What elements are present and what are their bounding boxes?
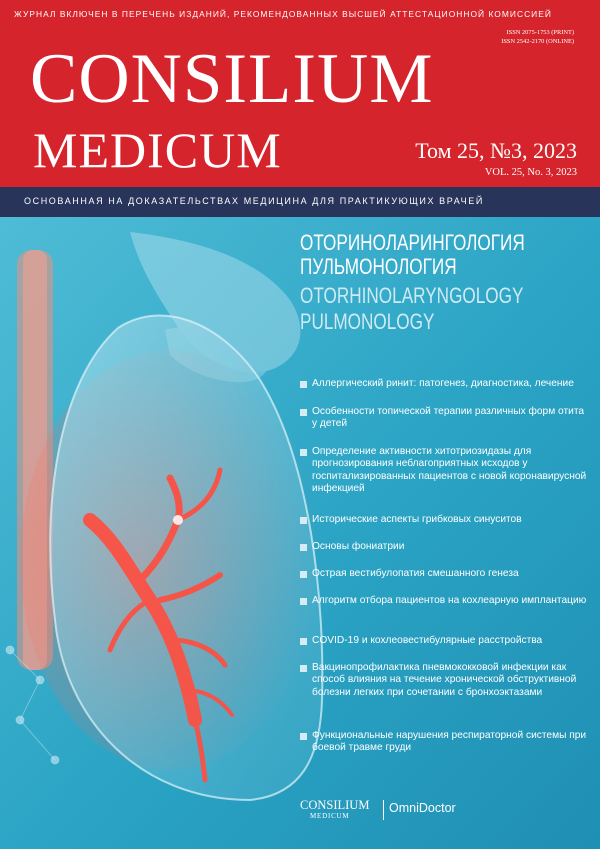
- issn-block: [501, 29, 574, 46]
- bullet-icon: [300, 571, 307, 578]
- publisher-consilium: CONSILIUM: [300, 798, 370, 812]
- toc-item: Основы фониатрии: [300, 541, 590, 553]
- specialty-en-2: PULMONOLOGY: [300, 309, 435, 334]
- bullet-icon: [300, 665, 307, 672]
- toc-item: Определение активности хитотриозидазы для прогнозирования неблагоприятных исходов у госпитализированных пациентов с новой коронавирусной инфекцией: [300, 446, 590, 495]
- journal-logo-consilium: CONSILIUM: [30, 40, 434, 118]
- bullet-icon: [300, 449, 307, 456]
- volume-en: VOL. 25, No. 3, 2023: [484, 167, 577, 178]
- specialty-ru-1: ОТОРИНОЛАРИНГОЛОГИЯ: [300, 230, 525, 255]
- journal-logo-medicum: MEDICUM: [33, 122, 282, 178]
- toc-item: Исторические аспекты грибковых синуситов: [300, 514, 590, 526]
- bullet-icon: [300, 733, 307, 740]
- issn-print: ISSN 2075-1753 (PRINT): [506, 29, 574, 36]
- tagline: ОСНОВАННАЯ НА ДОКАЗАТЕЛЬСТВАХ МЕДИЦИНА ДЛЯ ПРАКТИКУЮЩИХ ВРАЧЕЙ: [24, 196, 484, 206]
- toc-item: Функциональные нарушения респираторной системы при боевой травме груди: [300, 730, 590, 755]
- issn-online: ISSN 2542-2170 (ONLINE): [501, 37, 574, 45]
- publisher-medicum: MEDICUM: [310, 812, 350, 820]
- toc-item: Острая вестибулопатия смешанного генеза: [300, 568, 590, 580]
- publisher-divider: [383, 800, 384, 820]
- cover-header: [0, 0, 600, 187]
- toc-item: Аллергический ринит: патогенез, диагностика, лечение: [300, 378, 590, 390]
- accreditation-note: ЖУРНАЛ ВКЛЮЧЕН В ПЕРЕЧЕНЬ ИЗДАНИЙ, РЕКОМЕНДОВАННЫХ ВЫСШЕЙ АТТЕСТАЦИОННОЙ КОМИССИЕЙ: [14, 9, 552, 19]
- toc-item: COVID-19 и кохлеовестибулярные расстройства: [300, 635, 590, 647]
- glow-spark: [173, 515, 183, 525]
- toc-item: Вакцинопрофилактика пневмококковой инфекции как способ влияния на течение хронической обструктивной болезни легких при сочетании с бронхоэктазами: [300, 662, 590, 699]
- specialties: [300, 231, 588, 335]
- toc-item: Алгоритм отбора пациентов на кохлеарную имплантацию: [300, 595, 590, 607]
- bullet-icon: [300, 638, 307, 645]
- tagline-band: [0, 187, 600, 217]
- bullet-icon: [300, 598, 307, 605]
- specialty-en-1: OTORHINOLARYNGOLOGY: [300, 283, 524, 308]
- bullet-icon: [300, 409, 307, 416]
- publisher-omnidoctor: OmniDoctor: [389, 801, 456, 815]
- toc-item: Особенности топической терапии различных форм отита у детей: [300, 406, 590, 431]
- specialty-ru-2: ПУЛЬМОНОЛОГИЯ: [300, 254, 457, 279]
- bullet-icon: [300, 381, 307, 388]
- bullet-icon: [300, 544, 307, 551]
- volume-ru: Том 25, №3, 2023: [415, 138, 577, 163]
- bullet-icon: [300, 517, 307, 524]
